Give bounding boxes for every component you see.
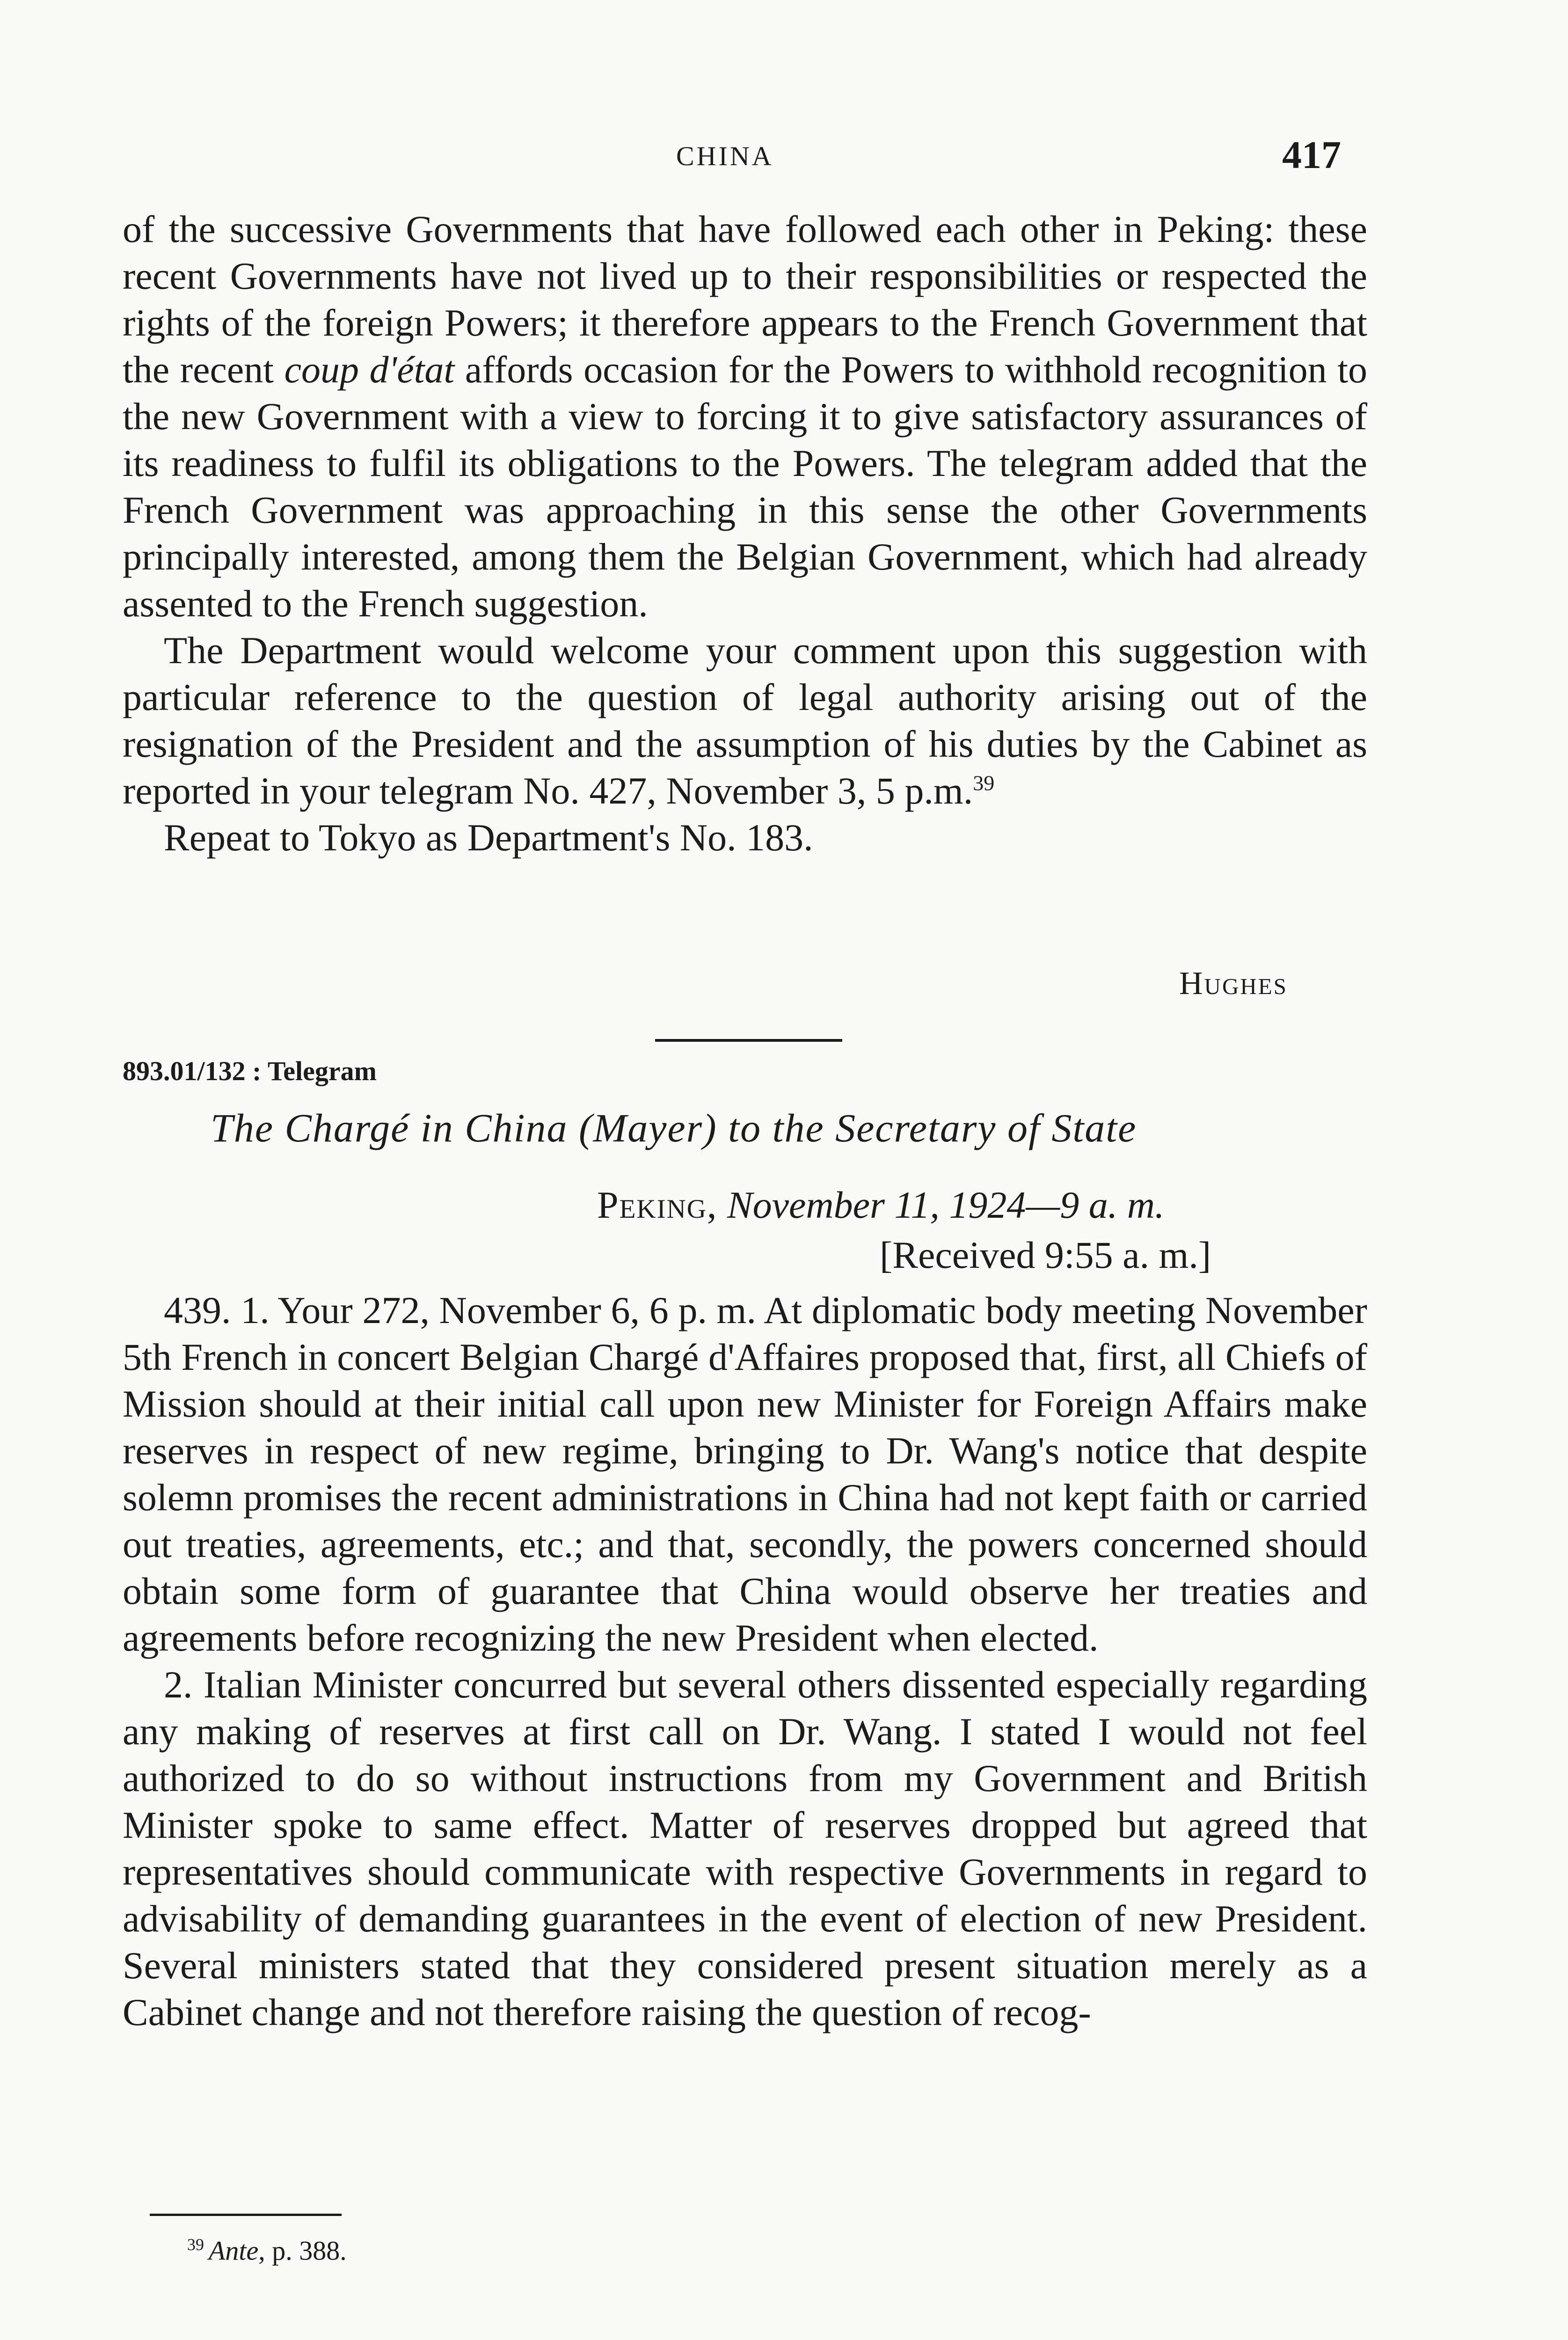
running-head: CHINA	[676, 141, 774, 171]
footnote-ref-text: Ante	[209, 2235, 259, 2266]
section-divider	[655, 1039, 842, 1042]
paragraph-1: 439. 1. Your 272, November 6, 6 p. m. At diplomatic body meeting November 5th French in concert Belgian Chargé d'Affaires proposed that, first, all Chiefs of Mission should at their initial call upon new Minister for Foreign Affairs make reserves in respect of new regime, bringing to Dr. Wang's notice that despite solemn promises the recent administrations in China had not kept faith or carried out treaties, agreements, etc.; and that, secondly, the powers concerned should obtain some form of guarantee that China would observe her treaties and agreements before recognizing the new President when elected.	[123, 1289, 1367, 1659]
dateline	[597, 1183, 1164, 1227]
dateline-place: Peking,	[597, 1184, 718, 1226]
footnote-number: 39	[187, 2235, 204, 2254]
comment-paragraph: The Department would welcome your comment upon this suggestion with particular reference to the question of legal authority arising out of the resignation of the President and the assumption of his duties by the Cabinet as reported in your telegram No. 427, November 3, 5 p.m.$^{39}$	[123, 629, 1367, 812]
dateline-date: November 11, 1924—9 a. m.	[727, 1184, 1165, 1226]
footnote-divider	[150, 2214, 342, 2216]
footnote-reference[interactable]: 39	[973, 771, 995, 795]
received-time: [Received 9:55 a. m.]	[880, 1234, 1211, 1276]
footnote-39	[187, 2235, 347, 2266]
signature: Hughes	[1179, 965, 1288, 1002]
repeat-line: Repeat to Tokyo as Department's No. 183.	[164, 816, 813, 859]
paragraph-2: 2. Italian Minister concurred but several others dissented especially regarding any making of reserves at first call on Dr. Wang. I stated I would not feel authorized to do so without instructions from my Government and British Minister spoke to same effect. Matter of reserves dropped but agreed that representatives should communicate with respective Governments in regard to advisability of demanding guarantees in the event of election of new President. Several ministers stated that they considered present situation merely as a Cabinet change and not therefore raising the question of recog-	[123, 1663, 1367, 2033]
document-heading: The Chargé in China (Mayer) to the Secretary of State	[211, 1105, 1137, 1150]
page-number: 417	[1282, 133, 1341, 177]
telegram-2-body	[123, 1287, 1367, 2036]
file-number: 893.01/132 : Telegram	[123, 1056, 377, 1086]
footnote-page: , p. 388.	[258, 2235, 347, 2266]
telegram-1-body	[123, 206, 1367, 861]
coup-d-etat-phrase: coup d'état	[284, 348, 455, 391]
continuation-paragraph: of the successive Governments that have followed each other in Peking: these recent Governments have not lived up to their responsibilities or respected the rights of the foreign Powers; it therefore appears to the French Government that the recent coup d'état affords occasion for the Powers to withhold recognition to the new Government with a view to forcing it to give satisfactory assurances of its readiness to fulfil its obligations to the Powers. The telegram added that the French Government was approaching in this sense the other Governments principally interested, among them the Belgian Government, which had already assented to the French suggestion.	[123, 208, 1367, 625]
